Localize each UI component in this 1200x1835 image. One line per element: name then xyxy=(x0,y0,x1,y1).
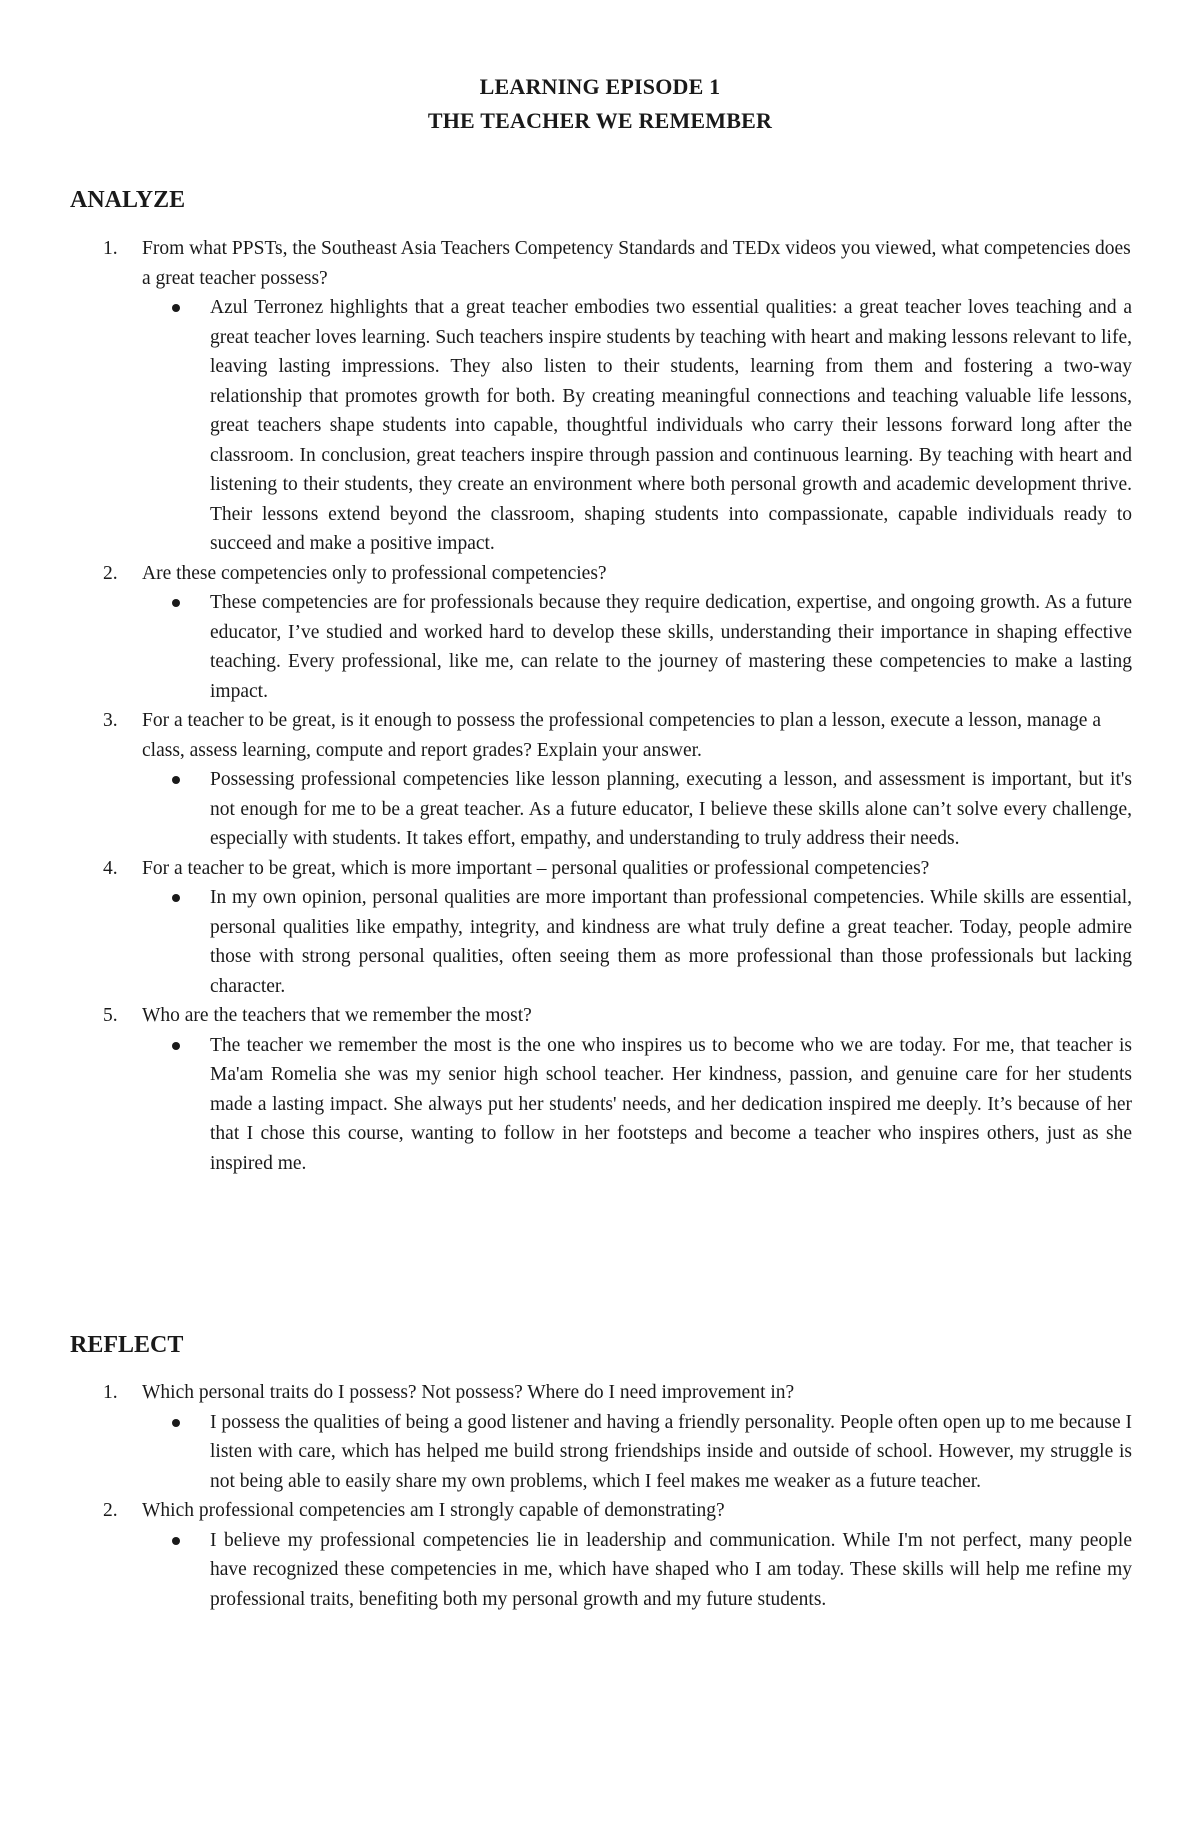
bullet-icon xyxy=(172,894,180,902)
title-line-1: LEARNING EPISODE 1 xyxy=(479,74,721,99)
answer-text: I believe my professional competencies lie in leadership and communication. While I'm not perfect, many people have recognized these competencies in me, which have shaped who I am today. These skills will help me refine my professional traits, benefiting both my personal growth and my future students. xyxy=(210,1529,1132,1610)
answer-text: These competencies are for professionals because they require dedication, expertise, and ongoing growth. As a future educator, I’ve studied and worked hard to develop these skills, understanding their importance in shaping effective teaching. Every professional, like me, can relate to the journey of mastering these competencies to make a lasting impact. xyxy=(210,592,1132,702)
answer-item xyxy=(140,293,1132,559)
answer-item xyxy=(140,588,1132,706)
question-number: 2. xyxy=(103,1500,118,1521)
question-number: 2. xyxy=(103,562,118,584)
document-title xyxy=(0,70,1200,138)
answer-text: In my own opinion, personal qualities are more important than professional competencies. While skills are essential, personal qualities like empathy, integrity, and kindness are what truly define a great teacher. Today, people admire those with strong personal qualities, often seeing them as more professional than those professionals but lacking character. xyxy=(210,887,1132,997)
reflect-question-item xyxy=(70,1496,1132,1614)
question-text: From what PPSTs, the Southeast Asia Teachers Competency Standards and TEDx videos you viewed, what competencies does a great teacher possess? xyxy=(142,238,1131,289)
analyze-question-item xyxy=(70,854,1132,1002)
answer-item xyxy=(140,1031,1132,1179)
bullet-icon xyxy=(172,776,180,784)
bullet-icon xyxy=(172,1537,180,1545)
question-number: 5. xyxy=(103,1005,118,1026)
answer-item xyxy=(140,883,1132,1001)
bullet-icon xyxy=(172,304,180,312)
question-text: Who are the teachers that we remember the most? xyxy=(142,1005,532,1026)
analyze-question-item xyxy=(70,706,1132,854)
analyze-question-item xyxy=(70,1001,1132,1178)
question-text: Are these competencies only to professional competencies? xyxy=(142,562,607,584)
question-number: 3. xyxy=(103,710,118,731)
question-text: For a teacher to be great, is it enough to possess the professional competencies to plan a lesson, execute a lesson, manage a class, assess learning, compute and report grades? Explain your answer. xyxy=(142,710,1101,761)
analyze-question-list xyxy=(70,234,1132,1178)
question-text: For a teacher to be great, which is more important – personal qualities or professional competencies? xyxy=(142,857,930,879)
analyze-question-item xyxy=(70,234,1132,559)
question-text: Which professional competencies am I strongly capable of demonstrating? xyxy=(142,1500,725,1521)
answer-item xyxy=(140,1408,1132,1497)
reflect-question-list xyxy=(70,1378,1132,1614)
analyze-question-item xyxy=(70,559,1132,707)
answer-text: Possessing professional competencies like lesson planning, executing a lesson, and assessment is important, but it's not enough for me to be a great teacher. As a future educator, I believe these skills alone can’t solve every challenge, especially with students. It takes effort, empathy, and understanding to truly address their needs. xyxy=(210,769,1132,849)
answer-item xyxy=(140,765,1132,854)
bullet-icon xyxy=(172,599,180,607)
answer-item xyxy=(140,1526,1132,1615)
answer-text: I possess the qualities of being a good listener and having a friendly personality. People often open up to me because I listen with care, which has helped me build strong friendships inside and outside of school. However, my struggle is not being able to easily share my own problems, which I feel makes me weaker as a future teacher. xyxy=(210,1411,1132,1492)
title-line-2: THE TEACHER WE REMEMBER xyxy=(427,108,773,133)
answer-text: Azul Terronez highlights that a great teacher embodies two essential qualities: a great teacher loves teaching and a great teacher loves learning. Such teachers inspire students by teaching with heart and making lessons relevant to life, leaving lasting impressions. They also listen to their students, learning from them and fostering a two-way relationship that promotes growth for both. By creating meaningful connections and teaching valuable life lessons, great teachers shape students into capable, thoughtful individuals who carry their lessons forward long after the classroom. In conclusion, great teachers inspire through passion and continuous learning. By teaching with heart and listening to their students, they create an environment where both personal growth and academic development thrive. Their lessons extend beyond the classroom, shaping students into compassionate, capable individuals ready to succeed and make a positive impact. xyxy=(210,297,1132,554)
question-number: 1. xyxy=(103,1382,118,1403)
answer-text: The teacher we remember the most is the one who inspires us to become who we are today. For me, that teacher is Ma'am Romelia she was my senior high school teacher. Her kindness, passion, and genuine care for her students made a lasting impact. She always put her students' needs, and her dedication inspired me deeply. It’s because of her that I chose this course, wanting to follow in her footsteps and become a teacher who inspires others, just as she inspired me. xyxy=(210,1034,1132,1174)
question-number: 4. xyxy=(103,857,118,879)
bullet-icon xyxy=(172,1419,180,1427)
question-number: 1. xyxy=(103,238,118,259)
bullet-icon xyxy=(172,1042,180,1050)
reflect-question-item xyxy=(70,1378,1132,1496)
analyze-heading: ANALYZE xyxy=(70,187,186,213)
reflect-heading: REFLECT xyxy=(70,1332,184,1358)
question-text: Which personal traits do I possess? Not possess? Where do I need improvement in? xyxy=(142,1382,795,1403)
